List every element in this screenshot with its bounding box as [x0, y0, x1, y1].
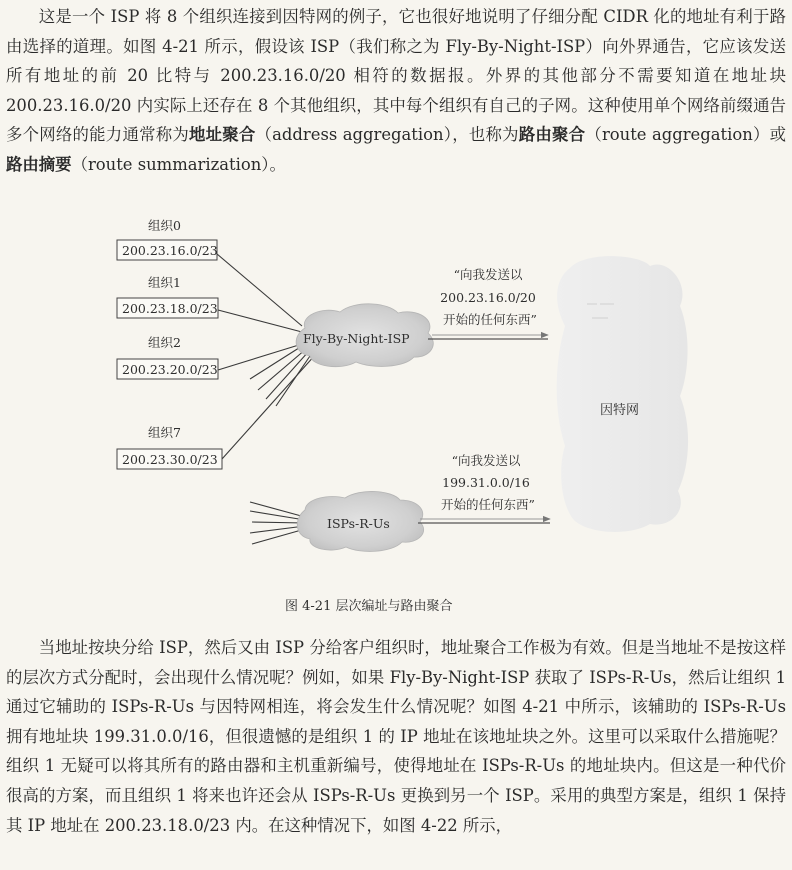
org-7	[117, 425, 222, 469]
msg2-line3: 开始的任何东西”	[441, 497, 535, 512]
org-prefix: 200.23.16.0/23	[122, 243, 218, 258]
isp2-links	[250, 502, 305, 544]
para1-text-a: 这是一个 ISP 将 8 个组织连接到因特网的例子，它也很好地说明了仔细分配 CIDR 化的地址有利于路由选择的道理。如图 4-21 所示，假设该 ISP（我们称之为 Fly-By-Night-ISP）向外界通告，它应该发送所有地址的前 20 比特与 200.23.16.0/20 相符的数据报。外界的其他部分不需要知道在地址块 200.23.16.0/20 内实际上还存在 8 个其他组织，其中每个组织有自己的子网。这种使用单个网络前缀通告多个网络的能力通常称为	[6, 7, 786, 145]
paragraph-body: 当地址按块分给 ISP，然后又由 ISP 分给客户组织时，地址聚合工作极为有效。但是当地址不是按这样的层次方式分配时，会出现什么情况呢？例如，如果 Fly-By-Night-ISP 获取了 ISPs-R-Us，然后让组织 1 通过它辅助的 ISPs-R-Us 与因特网相连，将会发生什么情况呢？如图 4-21 中所示，该辅助的 ISPs-R-Us 拥有地址块 199.31.0.0/16，但很遗憾的是组织 1 的 IP 地址在该地址块之外。这里可以采取什么措施呢？组织 1 无疑可以将其所有的路由器和主机重新编号，使得地址在 ISPs-R-Us 的地址块内。但这是一种代价很高的方案，而且组织 1 将来也许还会从 ISPs-R-Us 更换到另一个 ISP。采用的典型方案是，组织 1 保持其 IP 地址在 200.23.18.0/23 内。在这种情况下，如图 4-22 所示，	[6, 638, 786, 835]
isp1-label: Fly-By-Night-ISP	[303, 331, 410, 346]
link-org7	[222, 354, 316, 459]
internet-cloud	[557, 256, 688, 532]
paragraph-intro	[6, 2, 786, 180]
figure-caption: 图 4-21 层次编址与路由聚合	[285, 599, 453, 614]
isp2-label: ISPs-R-Us	[327, 516, 390, 531]
org-1	[117, 275, 218, 318]
link-org2	[218, 344, 302, 370]
advert-message-isp2	[441, 453, 535, 512]
org-name: 组织1	[148, 275, 181, 290]
org-name: 组织7	[148, 425, 181, 440]
msg2-line1: “向我发送以	[451, 453, 521, 468]
org-name: 组织2	[148, 335, 181, 350]
figure-4-21	[0, 206, 792, 626]
org-name: 组织0	[148, 218, 181, 233]
advert-message-isp1	[440, 267, 540, 327]
msg1-line3: 开始的任何东西”	[443, 312, 537, 327]
org-0	[117, 218, 218, 260]
org-prefix: 200.23.30.0/23	[122, 452, 218, 467]
term-address-aggregation: 地址聚合	[188, 125, 256, 145]
para1-text-d: （route summarization）。	[71, 154, 286, 174]
msg2-line2: 199.31.0.0/16	[442, 475, 530, 490]
msg1-line1: “向我发送以	[453, 267, 523, 282]
link-org1	[218, 310, 302, 332]
internet-label: 因特网	[600, 403, 640, 418]
org-2	[117, 335, 218, 379]
msg1-line2: 200.23.16.0/20	[440, 290, 536, 305]
link-org0	[217, 254, 302, 326]
org-links	[217, 254, 316, 459]
para1-text-c: （route aggregation）或	[585, 125, 787, 145]
para1-text-b: （address aggregation），也称为	[255, 125, 519, 145]
term-route-summarization: 路由摘要	[6, 154, 72, 174]
org-prefix: 200.23.18.0/23	[122, 301, 218, 316]
org-prefix: 200.23.20.0/23	[122, 362, 218, 377]
term-route-aggregation: 路由聚合	[518, 125, 586, 145]
